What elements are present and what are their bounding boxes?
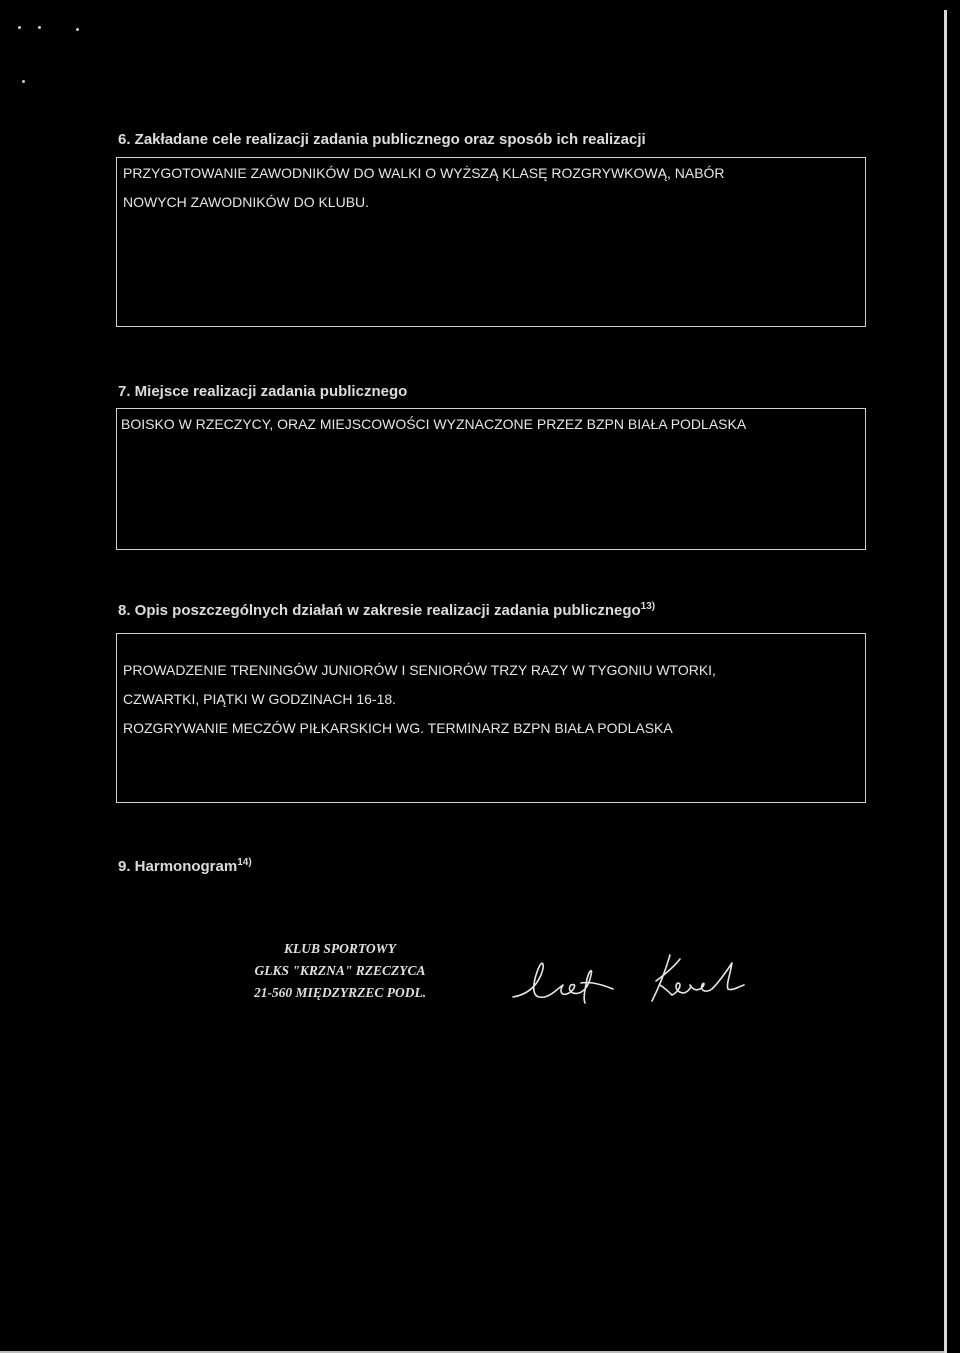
scan-speck xyxy=(22,80,25,83)
section-8-title-text: 8. Opis poszczególnych działań w zakresie realizacji zadania publicznego xyxy=(118,602,641,619)
section-9-title xyxy=(118,857,252,875)
scan-speck xyxy=(76,28,79,31)
section-7-title: 7. Miejsce realizacji zadania publicznego xyxy=(118,383,408,400)
stamp-line: 21-560 MIĘDZYRZEC PODL. xyxy=(253,985,427,1000)
section-6-box xyxy=(116,157,866,327)
stamp-line: KLUB SPORTOWY xyxy=(284,941,396,956)
section-7-line: BOISKO W RZECZYCY, ORAZ MIEJSCOWOŚCI WYZNACZONE PRZEZ BZPN BIAŁA PODLASKA xyxy=(121,416,747,432)
section-6-line: NOWYCH ZAWODNIKÓW DO KLUBU. xyxy=(123,194,370,210)
section-9-title-text: 9. Harmonogram xyxy=(118,858,238,875)
signature-2 xyxy=(640,945,750,1010)
section-7-box xyxy=(116,408,866,550)
section-8-title xyxy=(118,601,655,619)
section-8-footnote: 13) xyxy=(640,601,656,612)
section-8-box xyxy=(116,633,866,803)
stamp-line: GLKS "KRZNA" RZECZYCA xyxy=(254,963,426,978)
club-stamp xyxy=(200,938,480,1004)
section-6-line: PRZYGOTOWANIE ZAWODNIKÓW DO WALKI O WYŻSZĄ KLASĘ ROZGRYWKOWĄ, NABÓR xyxy=(123,165,725,181)
section-9-footnote: 14) xyxy=(237,857,252,868)
scan-speck xyxy=(18,26,21,29)
signature-1 xyxy=(505,945,630,1015)
page-edge-inner xyxy=(947,0,960,1353)
section-8-line: PROWADZENIE TRENINGÓW JUNIORÓW I SENIORÓW TRZY RAZY W TYGONIU WTORKI, xyxy=(123,662,716,678)
section-8-line: ROZGRYWANIE MECZÓW PIŁKARSKICH WG. TERMINARZ BZPN BIAŁA PODLASKA xyxy=(123,720,673,736)
section-8-line: CZWARTKI, PIĄTKI W GODZINACH 16-18. xyxy=(123,691,397,707)
scan-speck xyxy=(38,26,41,29)
section-6-title: 6. Zakładane cele realizacji zadania publicznego oraz sposób ich realizacji xyxy=(118,131,646,148)
